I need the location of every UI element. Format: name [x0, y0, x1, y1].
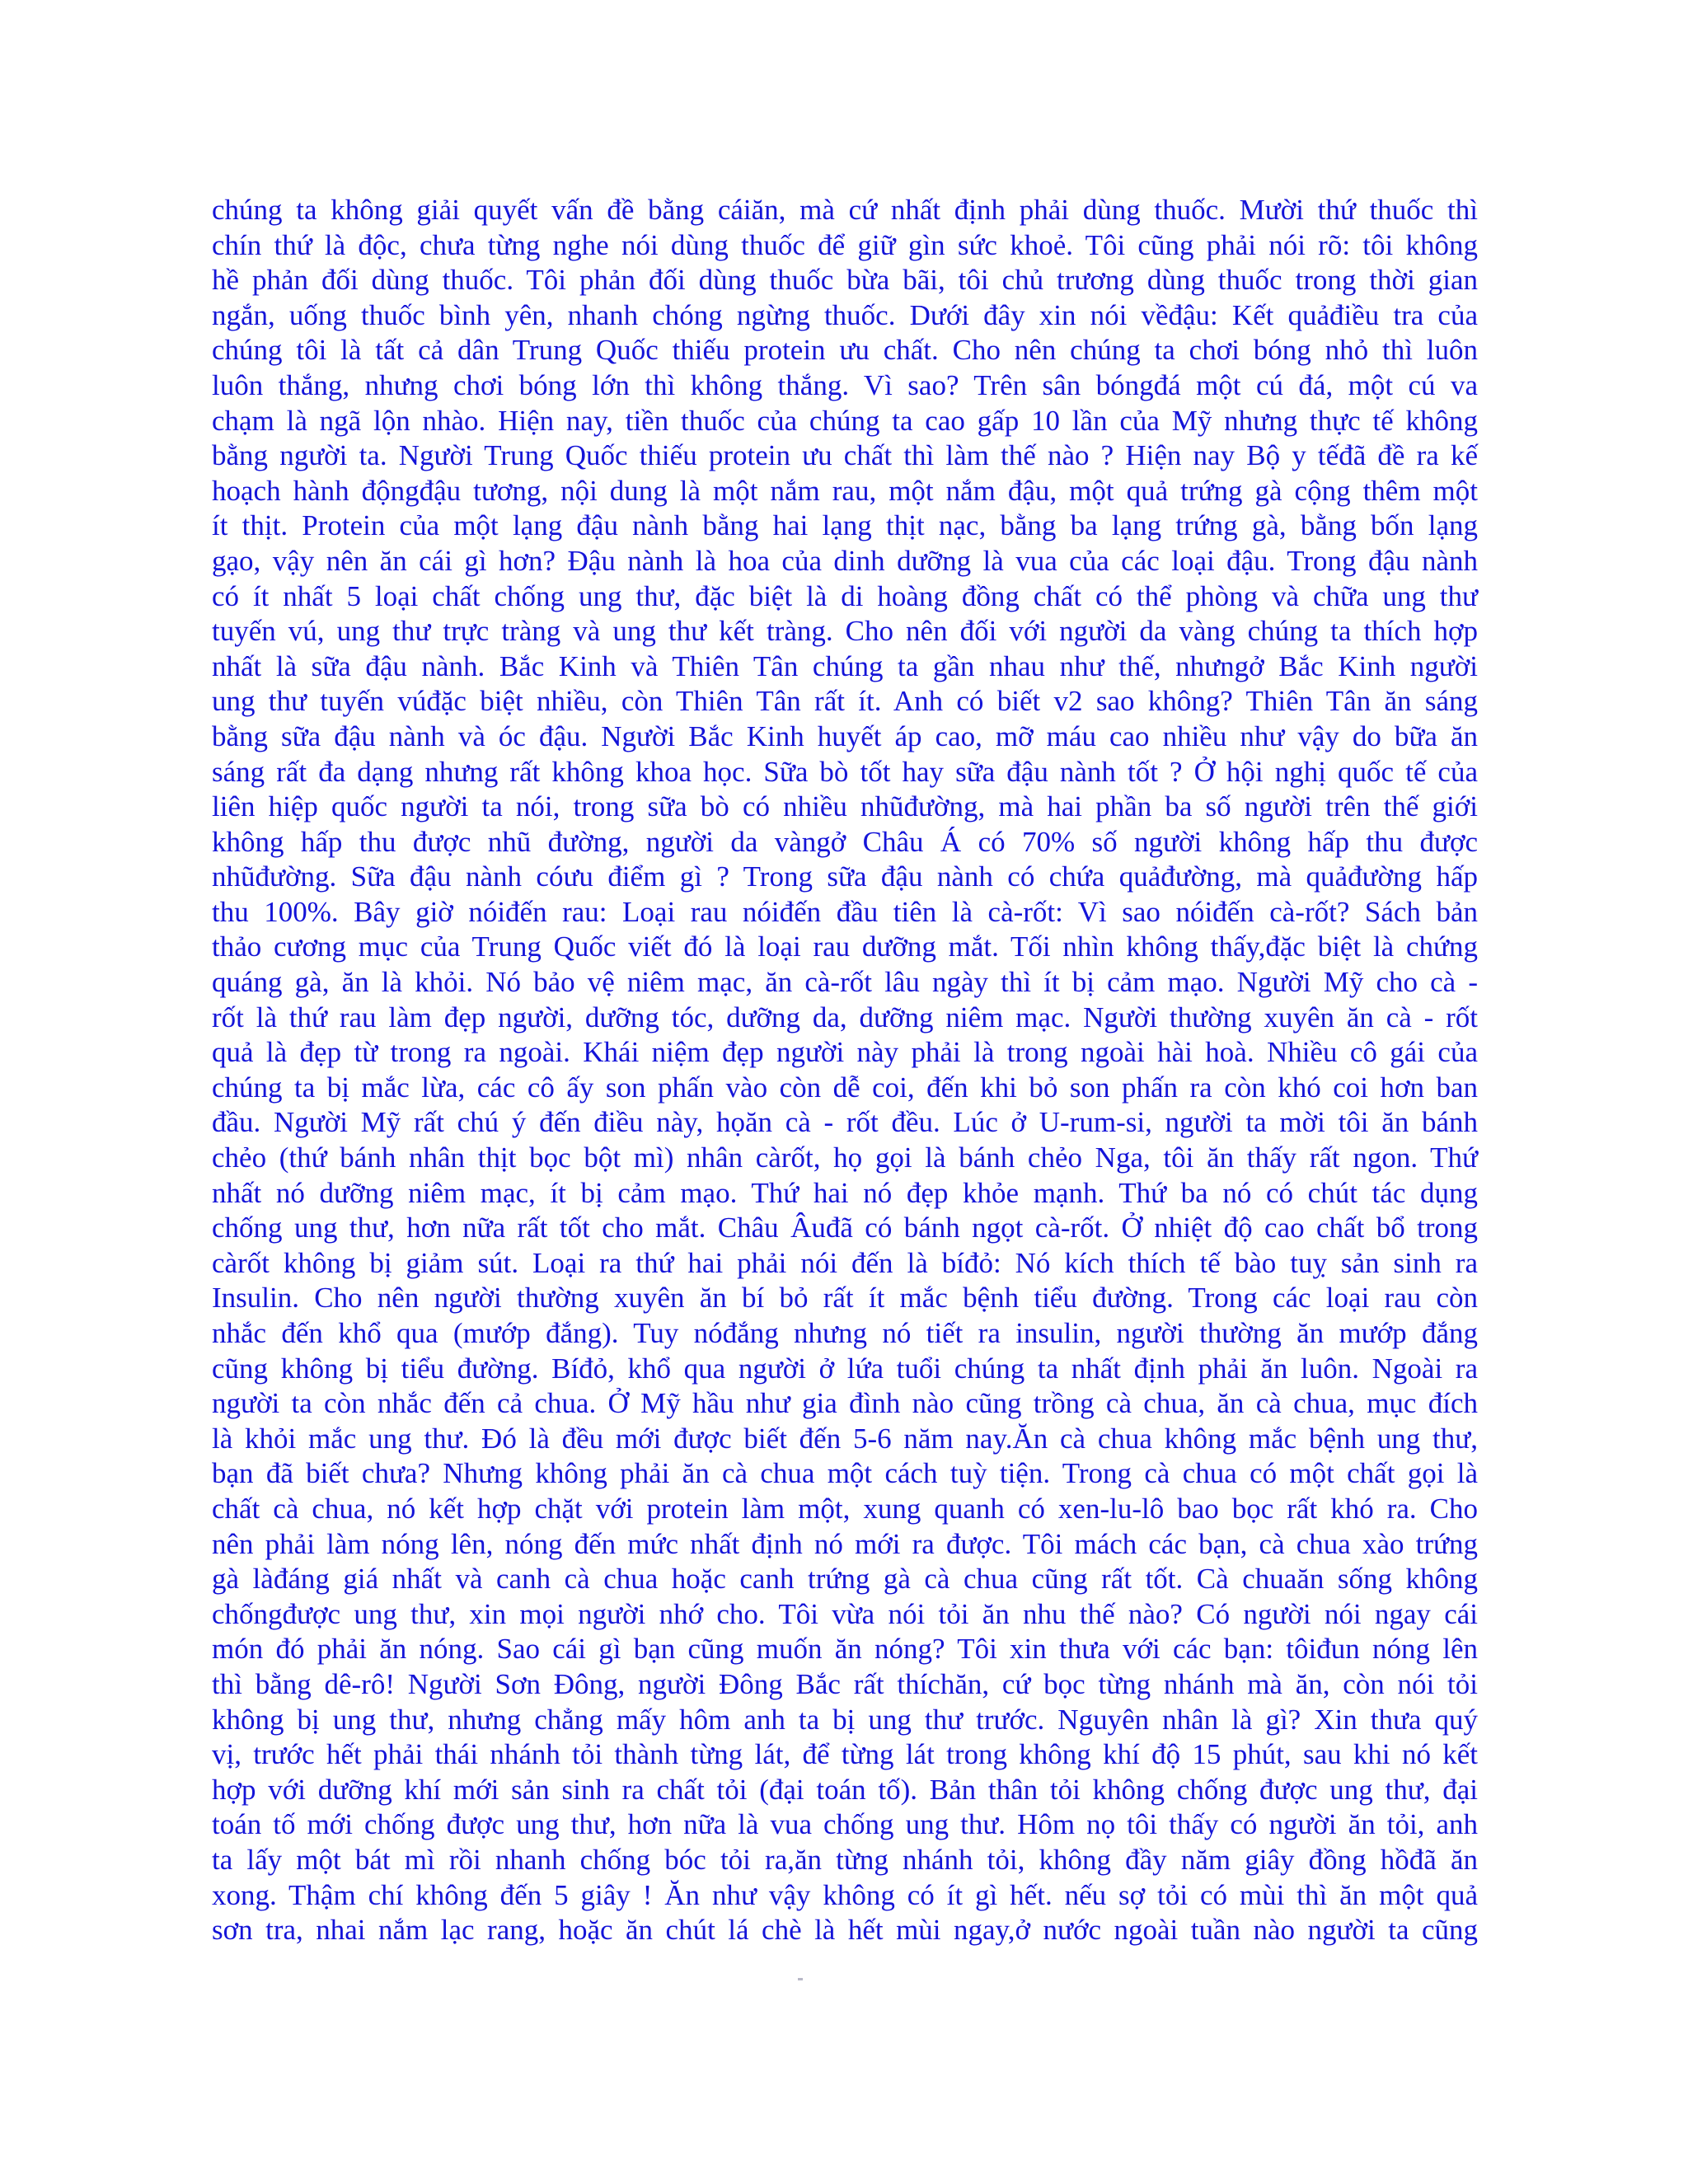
text-line: món đó phải ăn nóng. Sao cái gì bạn cũng muốn ăn nóng? Tôi xin thưa với các bạn: tôiđun nóng lên: [212, 1633, 1478, 1666]
body-text: [212, 193, 1478, 1948]
text-line: chúng ta không giải quyết vấn đề bằng cáiăn, mà cứ nhất định phải dùng thuốc. Mười thứ thuốc thì: [212, 194, 1478, 226]
page-footer-mark: [798, 1978, 803, 1980]
text-line: sơn tra, nhai nắm lạc rang, hoặc ăn chút lá chè là hết mùi ngay,ở nước ngoài tuần nào người ta cũng: [212, 1914, 1478, 1947]
text-line: không hấp thu được nhũ đường, người da vàngở Châu Á có 70% số người không hấp thu được: [212, 825, 1478, 858]
text-line: chống ung thư, hơn nữa rất tốt cho mắt. Châu Âuđã có bánh ngọt cà-rốt. Ở nhiệt độ cao chất bổ trong: [212, 1212, 1478, 1244]
text-line: liên hiệp quốc người ta nói, trong sữa bò có nhiều nhũđường, mà hai phần ba số người trên thế giới: [212, 790, 1478, 823]
text-line: Insulin. Cho nên người thường xuyên ăn bí bỏ rất ít mắc bệnh tiểu đường. Trong các loại rau còn: [212, 1282, 1478, 1315]
text-line: ngắn, uống thuốc bình yên, nhanh chóng ngừng thuốc. Dưới đây xin nói vềđậu: Kết quảđiều tra của: [212, 298, 1478, 331]
text-line: chất cà chua, nó kết hợp chặt với protein làm một, xung quanh có xen-lu-lô bao bọc rất khó ra. Cho: [212, 1492, 1478, 1525]
text-line: ít thịt. Protein của một lạng đậu nành bằng hai lạng thịt nạc, bằng ba lạng trứng gà, bằng bốn lạng: [212, 509, 1478, 542]
text-line: người ta còn nhắc đến cả chua. Ở Mỹ hầu như gia đình nào cũng trồng cà chua, ăn cà chua, mục đích: [212, 1387, 1478, 1420]
text-line: xong. Thậm chí không đến 5 giây ! Ăn như vậy không có ít gì hết. nếu sợ tỏi có mùi thì ăn một quả: [212, 1878, 1478, 1911]
text-line: nhất là sữa đậu nành. Bắc Kinh và Thiên Tân chúng ta gần nhau như thế, nhưngở Bắc Kinh người: [212, 649, 1478, 682]
text-line: ung thư tuyến vúđặc biệt nhiều, còn Thiên Tân rất ít. Anh có biết v2 sao không? Thiên Tân ăn sáng: [212, 685, 1478, 718]
text-line: bằng người ta. Người Trung Quốc thiếu protein ưu chất thì làm thế nào ? Hiện nay Bộ y tếđã đề ra kế: [212, 439, 1478, 472]
text-line: vị, trước hết phải thái nhánh tỏi thành từng lát, để từng lát trong không khí độ 15 phút, sau khi nó kết: [212, 1738, 1478, 1771]
text-line: rốt là thứ rau làm đẹp người, dưỡng tóc, dưỡng da, dưỡng niêm mạc. Người thường xuyên ăn cà - rốt: [212, 1001, 1478, 1033]
text-line: gạo, vậy nên ăn cái gì hơn? Đậu nành là hoa của dinh dưỡng là vua của các loại đậu. Trong đậu nành: [212, 544, 1478, 577]
text-line: hoạch hành độngđậu tương, nội dung là một nắm rau, một nắm đậu, một quả trứng gà cộng thêm một: [212, 474, 1478, 507]
text-line: càrốt không bị giảm sút. Loại ra thứ hai phải nói đến là bíđỏ: Nó kích thích tế bào tuỵ sản sinh ra: [212, 1246, 1478, 1279]
text-line: có ít nhất 5 loại chất chống ung thư, đặc biệt là di hoàng đồng chất có thể phòng và chữa ung thư: [212, 579, 1478, 612]
text-line: chúng tôi là tất cả dân Trung Quốc thiếu protein ưu chất. Cho nên chúng ta chơi bóng nhỏ thì luôn: [212, 334, 1478, 367]
text-line: luôn thắng, nhưng chơi bóng lớn thì không thắng. Vì sao? Trên sân bóngđá một cú đá, một cú va: [212, 368, 1478, 401]
text-line: chúng ta bị mắc lừa, các cô ấy son phấn vào còn dễ coi, đến khi bỏ son phấn ra còn khó coi hơn ban: [212, 1071, 1478, 1104]
text-line: thì bằng dê-rô! Người Sơn Đông, người Đông Bắc rất thíchăn, cứ bọc từng nhánh mà ăn, còn nói tỏi: [212, 1667, 1478, 1700]
text-line: thảo cương mục của Trung Quốc viết đó là loại rau dưỡng mắt. Tối nhìn không thấy,đặc biệt là chứng: [212, 930, 1478, 963]
text-line: chín thứ là độc, chưa từng nghe nói dùng thuốc để giữ gìn sức khoẻ. Tôi cũng phải nói rõ: tôi không: [212, 228, 1478, 261]
text-line: gà làđáng giá nhất và canh cà chua hoặc canh trứng gà cà chua cũng rất tốt. Cà chuaăn sống không: [212, 1563, 1478, 1596]
text-line: sáng rất đa dạng nhưng rất không khoa học. Sữa bò tốt hay sữa đậu nành tốt ? Ở hội nghị quốc tế của: [212, 755, 1478, 788]
text-line: là khỏi mắc ung thư. Đó là đều mới được biết đến 5-6 năm nay.Ăn cà chua không mắc bệnh ung thư,: [212, 1422, 1478, 1455]
text-line: nên phải làm nóng lên, nóng đến mức nhất định nó mới ra được. Tôi mách các bạn, cà chua xào trứng: [212, 1527, 1478, 1560]
text-line: nhũđường. Sữa đậu nành cóưu điểm gì ? Trong sữa đậu nành có chứa quảđường, mà quảđường hấp: [212, 860, 1478, 893]
text-line: cũng không bị tiểu đường. Bíđỏ, khổ qua người ở lứa tuổi chúng ta nhất định phải ăn luôn. Ngoài ra: [212, 1352, 1478, 1385]
text-line: toán tố mới chống được ung thư, hơn nữa là vua chống ung thư. Hôm nọ tôi thấy có người ăn tỏi, anh: [212, 1808, 1478, 1841]
text-line: hề phản đối dùng thuốc. Tôi phản đối dùng thuốc bừa bãi, tôi chủ trương dùng thuốc trong thời gian: [212, 264, 1478, 297]
text-line: chạm là ngã lộn nhào. Hiện nay, tiền thuốc của chúng ta cao gấp 10 lần của Mỹ nhưng thực tế không: [212, 404, 1478, 437]
text-line: chốngđược ung thư, xin mọi người nhớ cho. Tôi vừa nói tỏi ăn nhu thế nào? Có người nói ngay cái: [212, 1597, 1478, 1630]
text-line: bạn đã biết chưa? Nhưng không phải ăn cà chua một cách tuỳ tiện. Trong cà chua có một chất gọi là: [212, 1457, 1478, 1490]
text-line: bằng sữa đậu nành và óc đậu. Người Bắc Kinh huyết áp cao, mỡ máu cao nhiều như vậy do bữa ăn: [212, 719, 1478, 752]
text-line: quả là đẹp từ trong ra ngoài. Khái niệm đẹp người này phải là trong ngoài hài hoà. Nhiều cô gái của: [212, 1036, 1478, 1069]
text-line: ta lấy một bát mì rồi nhanh chống bóc tỏi ra,ăn từng nhánh tỏi, không đầy năm giây đồng hồđã ăn: [212, 1843, 1478, 1876]
text-line: hợp với dưỡng khí mới sản sinh ra chất tỏi (đại toán tố). Bản thân tỏi không chống được ung thư, đại: [212, 1773, 1478, 1806]
text-line: không bị ung thư, nhưng chẳng mấy hôm anh ta bị ung thư trước. Nguyên nhân là gì? Xin thưa quý: [212, 1703, 1478, 1736]
text-line: nhất nó dưỡng niêm mạc, ít bị cảm mạo. Thứ hai nó đẹp khỏe mạnh. Thứ ba nó có chút tác dụng: [212, 1176, 1478, 1209]
text-line: thu 100%. Bây giờ nóiđến rau: Loại rau nóiđến đầu tiên là cà-rốt: Vì sao nóiđến cà-rốt? Sách bản: [212, 895, 1478, 928]
text-line: tuyến vú, ung thư trực tràng và ung thư kết tràng. Cho nên đối với người da vàng chúng ta thích hợp: [212, 615, 1478, 648]
text-line: đầu. Người Mỹ rất chú ý đến điều này, họăn cà - rốt đều. Lúc ở U-rum-si, người ta mời tôi ăn bánh: [212, 1106, 1478, 1139]
text-line: chẻo (thứ bánh nhân thịt bọc bột mì) nhân càrốt, họ gọi là bánh chẻo Nga, tôi ăn thấy rất ngon. Thứ: [212, 1141, 1478, 1174]
text-line: quáng gà, ăn là khỏi. Nó bảo vệ niêm mạc, ăn cà-rốt lâu ngày thì ít bị cảm mạo. Người Mỹ cho cà -: [212, 966, 1478, 999]
text-line: nhắc đến khổ qua (mướp đắng). Tuy nóđắng nhưng nó tiết ra insulin, người thường ăn mướp đắng: [212, 1317, 1478, 1349]
